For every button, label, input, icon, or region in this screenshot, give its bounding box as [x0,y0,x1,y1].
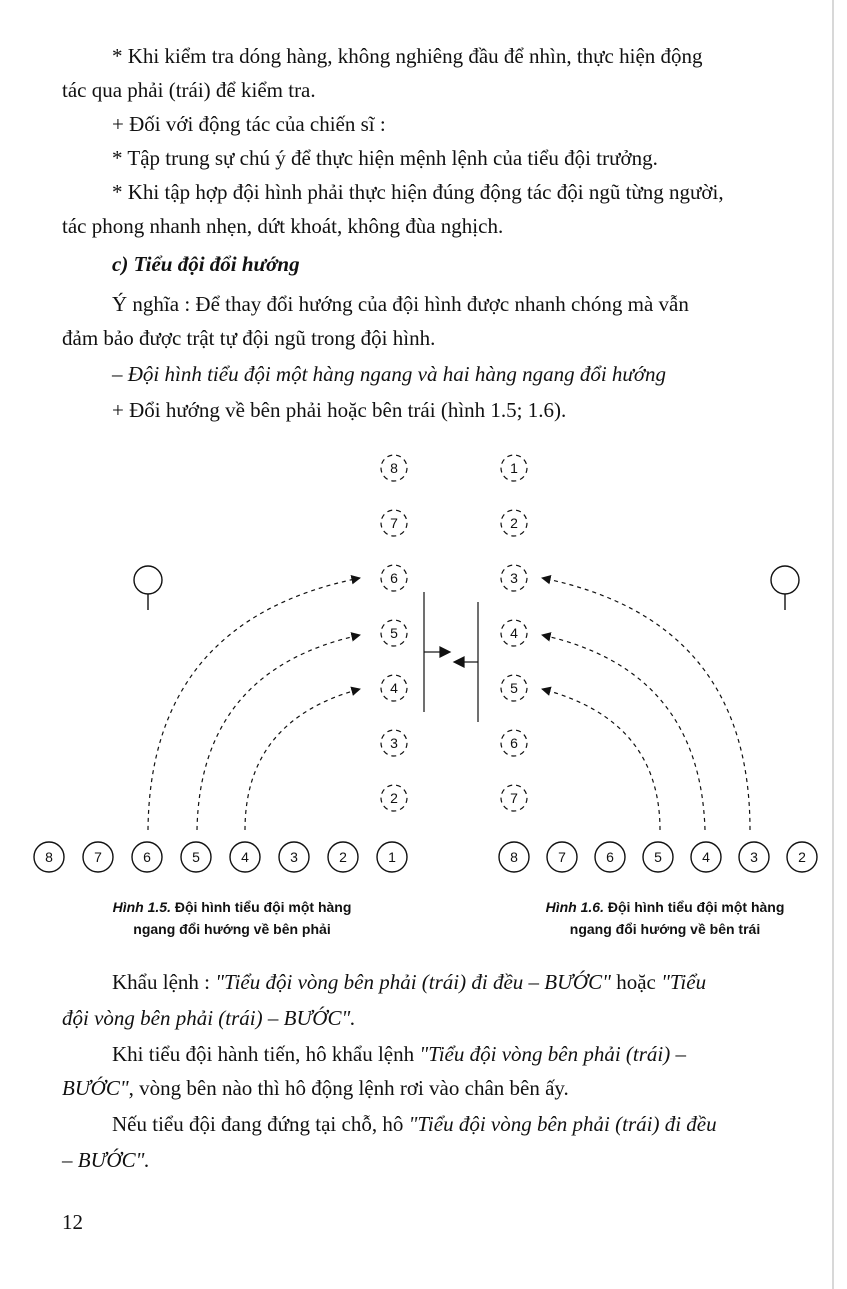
command-or: hoặc [610,970,662,994]
fig5-column-soldier-6 [381,565,407,591]
fig5-column-soldier-3 [381,730,407,756]
paragraph-9-line-2 [62,1076,569,1101]
figure-1-6-label: Hình 1.6. [545,899,604,915]
paragraph-1-line-2: tác qua phải (trái) để kiểm tra. [62,78,316,102]
figure-1-5-caption [62,896,402,940]
fig6-row-soldier-2 [787,842,817,872]
paragraph-5-line-2: đảm bảo được trật tự đội ngũ trong đội hình. [62,326,436,350]
paragraph-8-line-1 [112,970,706,995]
fig5-row-soldier-7-label: 7 [94,849,102,865]
pivot-markers-left [454,602,478,722]
fig5-row-soldier-4-label: 4 [241,849,249,865]
fig5-row-soldier-5-label: 5 [192,849,200,865]
fig5-row-soldier-1 [377,842,407,872]
fig5-bottom-row [34,842,407,872]
fig5-row-soldier-8-label: 8 [45,849,53,865]
fig5-row-soldier-2 [328,842,358,872]
fig5-column-soldier-4 [381,675,407,701]
fig6-row-soldier-5 [643,842,673,872]
fig5-row-soldier-3-label: 3 [290,849,298,865]
fig6-row-soldier-7 [547,842,577,872]
squad-leader-right [134,566,162,610]
fig6-column-soldier-6 [501,730,527,756]
fig5-column-soldier-8 [381,455,407,481]
paragraph-8-line-2: đội vòng bên phải (trái) – BƯỚC". [62,1006,356,1030]
paragraph-2: + Đối với động tác của chiến sĩ : [112,112,386,136]
arc-soldier-4-path [245,689,360,830]
fig6-row-soldier-4-label: 4 [702,849,710,865]
fig5-row-soldier-6-label: 6 [143,849,151,865]
fig5-column-soldier-7-label: 7 [390,515,398,531]
figure-1-5-text-line-2: ngang đổi hướng về bên phải [133,921,331,937]
paragraph-9-line-1 [112,1042,686,1067]
fig5-row-soldier-8 [34,842,64,872]
paragraph-10-line-2: – BƯỚC". [62,1148,150,1172]
right-turn-arcs [148,578,360,830]
p9-command-end: BƯỚC" [62,1076,129,1100]
fig5-column-soldier-4-label: 4 [390,680,398,696]
fig5-row-soldier-3 [279,842,309,872]
paragraph-5-line-1: Ý nghĩa : Để thay đổi hướng của đội hình được nhanh chóng mà vẫn [112,292,689,316]
fig5-column [381,455,407,811]
paragraph-3: * Tập trung sự chú ý để thực hiện mệnh lệnh của tiểu đội trưởng. [112,146,658,170]
fig6-column-soldier-3-label: 3 [510,570,518,586]
fig6-bottom-row [499,842,817,872]
fig5-column-soldier-2 [381,785,407,811]
fig6-column-soldier-2 [501,510,527,536]
paragraph-4-line-2: tác phong nhanh nhẹn, dứt khoát, không đùa nghịch. [62,214,504,238]
fig6-row-soldier-2-label: 2 [798,849,806,865]
fig6-row-soldier-6-label: 6 [606,849,614,865]
fig5-column-soldier-7 [381,510,407,536]
fig6-row-soldier-3 [739,842,769,872]
fig6-column-soldier-7 [501,785,527,811]
fig5-column-soldier-8-label: 8 [390,460,398,476]
p9-rest: , vòng bên nào thì hô động lệnh rơi vào chân bên ấy. [128,1076,569,1100]
p10-command: "Tiểu đội vòng bên phải (trái) đi đều [408,1112,717,1136]
command-text: "Tiểu đội vòng bên phải (trái) đi đều – BƯỚC" [215,970,611,994]
fig5-row-soldier-7 [83,842,113,872]
squad-leader-left [771,566,799,610]
p9-plain: Khi tiểu đội hành tiến, hô khẩu lệnh [112,1042,420,1066]
fig5-column-soldier-5-label: 5 [390,625,398,641]
figure-1-5-text: Đội hình tiểu đội một hàng [174,899,352,915]
fig6-row-soldier-6 [595,842,625,872]
command-alt-start: "Tiểu [661,970,707,994]
pivot-markers-right [424,592,450,712]
fig6-column-soldier-5-label: 5 [510,680,518,696]
fig5-row-soldier-6 [132,842,162,872]
command-label: Khẩu lệnh : [112,970,216,994]
fig6-row-soldier-8 [499,842,529,872]
fig6-column [501,455,527,811]
fig6-column-soldier-5 [501,675,527,701]
figure-1-6-text-line-2: ngang đổi hướng về bên trái [569,921,761,937]
arc-soldier-6-path [148,578,360,830]
fig5-row-soldier-2-label: 2 [339,849,347,865]
figure-1-5-label: Hình 1.5. [112,899,171,915]
p10-plain: Nếu tiểu đội đang đứng tại chỗ, hô [112,1112,409,1136]
fig5-row-soldier-4 [230,842,260,872]
fig6-column-soldier-1 [501,455,527,481]
page-number: 12 [62,1210,83,1234]
arc-soldier-2-path [542,578,750,830]
arc-soldier-4-path-left [542,689,660,830]
fig6-column-soldier-7-label: 7 [510,790,518,806]
fig5-column-soldier-3-label: 3 [390,735,398,751]
fig6-column-soldier-3 [501,565,527,591]
paragraph-7: + Đổi hướng về bên phải hoặc bên trái (hình 1.5; 1.6). [112,398,567,422]
paragraph-10-line-1 [112,1112,717,1137]
figure-1-6-caption [500,896,830,940]
fig6-column-soldier-2-label: 2 [510,515,518,531]
fig5-row-soldier-1-label: 1 [388,849,396,865]
fig5-row-soldier-5 [181,842,211,872]
fig5-column-soldier-5 [381,620,407,646]
fig6-column-soldier-1-label: 1 [510,460,518,476]
formation-diagram [0,430,847,890]
fig6-column-soldier-6-label: 6 [510,735,518,751]
fig5-column-soldier-6-label: 6 [390,570,398,586]
paragraph-1-line-1: * Khi kiểm tra dóng hàng, không nghiêng đầu để nhìn, thực hiện động [112,44,703,68]
section-heading: c) Tiểu đội đổi hướng [112,252,300,276]
fig6-row-soldier-4 [691,842,721,872]
fig6-column-soldier-4 [501,620,527,646]
left-turn-arcs [542,578,750,830]
fig6-row-soldier-7-label: 7 [558,849,566,865]
paragraph-6: – Đội hình tiểu đội một hàng ngang và hai hàng ngang đổi hướng [112,362,667,386]
figure-1-6-text: Đội hình tiểu đội một hàng [607,899,785,915]
fig5-column-soldier-2-label: 2 [390,790,398,806]
fig6-row-soldier-5-label: 5 [654,849,662,865]
fig6-column-soldier-4-label: 4 [510,625,518,641]
p9-command: "Tiểu đội vòng bên phải (trái) – [419,1042,687,1066]
fig6-row-soldier-3-label: 3 [750,849,758,865]
fig6-row-soldier-8-label: 8 [510,849,518,865]
arc-soldier-5-path [197,635,360,830]
paragraph-4-line-1: * Khi tập hợp đội hình phải thực hiện đúng động tác đội ngũ từng người, [112,180,724,204]
